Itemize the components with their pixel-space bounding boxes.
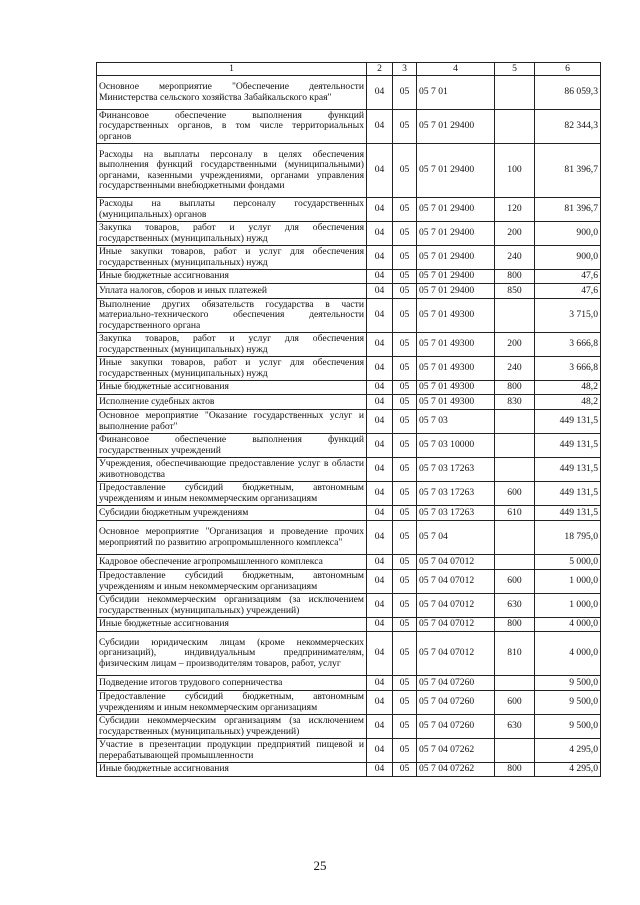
row-code-cell: 05 7 01 49300 (417, 395, 495, 410)
row-subchapter-cell: 05 (393, 76, 417, 110)
row-chapter-cell: 04 (367, 555, 393, 570)
row-name-cell: Иные бюджетные ассигнования (97, 270, 367, 284)
row-subchapter-cell: 05 (393, 410, 417, 434)
row-chapter-cell: 04 (367, 594, 393, 618)
row-code-cell: 05 7 03 17263 (417, 482, 495, 506)
row-expense-type-cell (495, 739, 535, 763)
row-amount-cell: 5 000,0 (535, 555, 601, 570)
row-subchapter-cell: 05 (393, 284, 417, 299)
row-amount-cell: 4 000,0 (535, 618, 601, 632)
row-name-cell: Субсидии некоммерческим организациям (за исключением государственных (муниципальных) учреждений) (97, 594, 367, 618)
table-row (97, 594, 601, 618)
row-amount-cell: 48,2 (535, 395, 601, 410)
row-amount-cell: 81 396,7 (535, 144, 601, 198)
row-chapter-cell: 04 (367, 434, 393, 458)
row-code-cell: 05 7 04 07012 (417, 594, 495, 618)
row-subchapter-cell: 05 (393, 270, 417, 284)
row-expense-type-cell: 800 (495, 763, 535, 777)
row-chapter-cell: 04 (367, 521, 393, 555)
table-row (97, 676, 601, 691)
row-expense-type-cell: 830 (495, 395, 535, 410)
row-code-cell: 05 7 03 17263 (417, 458, 495, 482)
table-row (97, 458, 601, 482)
row-chapter-cell: 04 (367, 715, 393, 739)
row-name-cell: Основное мероприятие "Обеспечение деятельности Министерства сельского хозяйства Забайкальского края" (97, 76, 367, 110)
row-expense-type-cell (495, 299, 535, 333)
row-chapter-cell: 04 (367, 246, 393, 270)
row-name-cell: Расходы на выплаты персоналу в целях обеспечения выполнения функций государственными (муниципальными) органами, казенными учреждениями, органами управления государственными внебюджетными фондами (97, 144, 367, 198)
row-amount-cell: 9 500,0 (535, 715, 601, 739)
row-expense-type-cell: 630 (495, 715, 535, 739)
row-name-cell: Основное мероприятие "Оказание государственных услуг и выполнение работ" (97, 410, 367, 434)
header-row (97, 63, 601, 76)
row-amount-cell: 82 344,3 (535, 110, 601, 144)
row-expense-type-cell: 800 (495, 270, 535, 284)
row-subchapter-cell: 05 (393, 246, 417, 270)
page-number: 25 (313, 858, 327, 873)
row-amount-cell: 449 131,5 (535, 506, 601, 521)
row-code-cell: 05 7 03 10000 (417, 434, 495, 458)
row-expense-type-cell (495, 434, 535, 458)
row-code-cell: 05 7 01 29400 (417, 270, 495, 284)
row-chapter-cell: 04 (367, 632, 393, 676)
row-amount-cell: 81 396,7 (535, 198, 601, 222)
row-chapter-cell: 04 (367, 299, 393, 333)
row-subchapter-cell: 05 (393, 144, 417, 198)
row-subchapter-cell: 05 (393, 222, 417, 246)
row-amount-cell: 4 295,0 (535, 739, 601, 763)
row-chapter-cell: 04 (367, 144, 393, 198)
table-row (97, 110, 601, 144)
row-code-cell: 05 7 03 (417, 410, 495, 434)
row-subchapter-cell: 05 (393, 506, 417, 521)
header-cell: 1 (97, 63, 367, 76)
row-expense-type-cell: 200 (495, 222, 535, 246)
row-name-cell: Исполнение судебных актов (97, 395, 367, 410)
row-subchapter-cell: 05 (393, 110, 417, 144)
row-expense-type-cell (495, 521, 535, 555)
row-amount-cell: 449 131,5 (535, 482, 601, 506)
row-chapter-cell: 04 (367, 739, 393, 763)
row-expense-type-cell: 610 (495, 506, 535, 521)
row-chapter-cell: 04 (367, 570, 393, 594)
header-cell: 5 (495, 63, 535, 76)
row-subchapter-cell: 05 (393, 715, 417, 739)
row-amount-cell: 449 131,5 (535, 410, 601, 434)
row-expense-type-cell (495, 458, 535, 482)
row-code-cell: 05 7 01 29400 (417, 284, 495, 299)
row-code-cell: 05 7 04 07012 (417, 555, 495, 570)
row-name-cell: Предоставление субсидий бюджетным, автономным учреждениям и иным некоммерческим организациям (97, 570, 367, 594)
row-code-cell: 05 7 04 07012 (417, 618, 495, 632)
row-subchapter-cell: 05 (393, 299, 417, 333)
row-amount-cell: 86 059,3 (535, 76, 601, 110)
header-cell: 4 (417, 63, 495, 76)
table-row (97, 570, 601, 594)
row-code-cell: 05 7 01 49300 (417, 299, 495, 333)
row-name-cell: Субсидии юридическим лицам (кроме некоммерческих организаций), индивидуальным предпринимателям, физическим лицам – производителям товаров, работ, услуг (97, 632, 367, 676)
table-row (97, 763, 601, 777)
row-code-cell: 05 7 04 07262 (417, 739, 495, 763)
row-amount-cell: 1 000,0 (535, 570, 601, 594)
table-row (97, 299, 601, 333)
row-name-cell: Расходы на выплаты персоналу государственных (муниципальных) органов (97, 198, 367, 222)
table-row (97, 270, 601, 284)
row-subchapter-cell: 05 (393, 594, 417, 618)
table-row (97, 632, 601, 676)
table-row (97, 434, 601, 458)
row-name-cell: Финансовое обеспечение выполнения функций государственных органов, в том числе территориальных органов (97, 110, 367, 144)
row-expense-type-cell: 200 (495, 333, 535, 357)
row-amount-cell: 3 666,8 (535, 333, 601, 357)
row-name-cell: Подведение итогов трудового соперничества (97, 676, 367, 691)
row-name-cell: Закупка товаров, работ и услуг для обеспечения государственных (муниципальных) нужд (97, 222, 367, 246)
row-name-cell: Субсидии некоммерческим организациям (за исключением государственных (муниципальных) учреждений) (97, 715, 367, 739)
row-code-cell: 05 7 04 07260 (417, 691, 495, 715)
row-subchapter-cell: 05 (393, 333, 417, 357)
row-chapter-cell: 04 (367, 198, 393, 222)
table-body (97, 76, 601, 777)
row-amount-cell: 900,0 (535, 222, 601, 246)
row-chapter-cell: 04 (367, 222, 393, 246)
row-name-cell: Субсидии бюджетным учреждениям (97, 506, 367, 521)
row-chapter-cell: 04 (367, 410, 393, 434)
row-amount-cell: 4 000,0 (535, 632, 601, 676)
row-code-cell: 05 7 01 29400 (417, 246, 495, 270)
row-chapter-cell: 04 (367, 763, 393, 777)
row-expense-type-cell (495, 676, 535, 691)
row-name-cell: Иные бюджетные ассигнования (97, 381, 367, 395)
row-name-cell: Предоставление субсидий бюджетным, автономным учреждениям и иным некоммерческим организациям (97, 482, 367, 506)
row-expense-type-cell: 600 (495, 570, 535, 594)
row-chapter-cell: 04 (367, 357, 393, 381)
row-code-cell: 05 7 01 49300 (417, 333, 495, 357)
row-amount-cell: 3 715,0 (535, 299, 601, 333)
table-row (97, 395, 601, 410)
row-amount-cell: 4 295,0 (535, 763, 601, 777)
row-expense-type-cell: 800 (495, 618, 535, 632)
row-code-cell: 05 7 01 49300 (417, 357, 495, 381)
row-code-cell: 05 7 03 17263 (417, 506, 495, 521)
row-amount-cell: 449 131,5 (535, 458, 601, 482)
row-name-cell: Предоставление субсидий бюджетным, автономным учреждениям и иным некоммерческим организациям (97, 691, 367, 715)
row-code-cell: 05 7 04 07262 (417, 763, 495, 777)
row-name-cell: Выполнение других обязательств государства в части материально-технического обеспечения деятельности государственного органа (97, 299, 367, 333)
row-name-cell: Кадровое обеспечение агропромышленного комплекса (97, 555, 367, 570)
row-subchapter-cell: 05 (393, 632, 417, 676)
row-expense-type-cell: 600 (495, 691, 535, 715)
row-code-cell: 05 7 01 29400 (417, 144, 495, 198)
table-row (97, 284, 601, 299)
row-amount-cell: 3 666,8 (535, 357, 601, 381)
row-amount-cell: 47,6 (535, 270, 601, 284)
row-subchapter-cell: 05 (393, 381, 417, 395)
header-cell: 2 (367, 63, 393, 76)
table-row (97, 618, 601, 632)
row-name-cell: Иные закупки товаров, работ и услуг для обеспечения государственных (муниципальных) нужд (97, 246, 367, 270)
row-chapter-cell: 04 (367, 458, 393, 482)
row-name-cell: Иные бюджетные ассигнования (97, 618, 367, 632)
row-subchapter-cell: 05 (393, 676, 417, 691)
row-subchapter-cell: 05 (393, 618, 417, 632)
row-expense-type-cell: 600 (495, 482, 535, 506)
row-chapter-cell: 04 (367, 284, 393, 299)
table-row (97, 144, 601, 198)
row-amount-cell: 449 131,5 (535, 434, 601, 458)
row-code-cell: 05 7 01 29400 (417, 222, 495, 246)
row-expense-type-cell (495, 555, 535, 570)
row-subchapter-cell: 05 (393, 691, 417, 715)
row-code-cell: 05 7 04 07012 (417, 570, 495, 594)
row-code-cell: 05 7 01 29400 (417, 110, 495, 144)
row-amount-cell: 900,0 (535, 246, 601, 270)
row-name-cell: Основное мероприятие "Организация и проведение прочих мероприятий по развитию агропромышленного комплекса" (97, 521, 367, 555)
table-row (97, 691, 601, 715)
table-row (97, 198, 601, 222)
row-subchapter-cell: 05 (393, 458, 417, 482)
row-subchapter-cell: 05 (393, 521, 417, 555)
row-name-cell: Учреждения, обеспечивающие предоставление услуг в области животноводства (97, 458, 367, 482)
table-row (97, 381, 601, 395)
row-expense-type-cell: 630 (495, 594, 535, 618)
row-code-cell: 05 7 01 49300 (417, 381, 495, 395)
row-chapter-cell: 04 (367, 506, 393, 521)
row-expense-type-cell (495, 110, 535, 144)
row-expense-type-cell: 240 (495, 357, 535, 381)
row-subchapter-cell: 05 (393, 434, 417, 458)
row-code-cell: 05 7 04 (417, 521, 495, 555)
row-subchapter-cell: 05 (393, 198, 417, 222)
table-row (97, 506, 601, 521)
row-chapter-cell: 04 (367, 676, 393, 691)
row-code-cell: 05 7 01 29400 (417, 198, 495, 222)
table-row (97, 555, 601, 570)
row-name-cell: Иные закупки товаров, работ и услуг для обеспечения государственных (муниципальных) нужд (97, 357, 367, 381)
table-row (97, 76, 601, 110)
row-amount-cell: 18 795,0 (535, 521, 601, 555)
row-chapter-cell: 04 (367, 76, 393, 110)
row-amount-cell: 47,6 (535, 284, 601, 299)
row-name-cell: Иные бюджетные ассигнования (97, 763, 367, 777)
row-subchapter-cell: 05 (393, 570, 417, 594)
table-row (97, 410, 601, 434)
row-expense-type-cell: 100 (495, 144, 535, 198)
row-amount-cell: 9 500,0 (535, 691, 601, 715)
row-expense-type-cell: 800 (495, 381, 535, 395)
row-amount-cell: 9 500,0 (535, 676, 601, 691)
row-chapter-cell: 04 (367, 110, 393, 144)
row-subchapter-cell: 05 (393, 482, 417, 506)
header-cell: 6 (535, 63, 601, 76)
row-amount-cell: 48,2 (535, 381, 601, 395)
row-code-cell: 05 7 04 07260 (417, 676, 495, 691)
row-expense-type-cell: 850 (495, 284, 535, 299)
row-chapter-cell: 04 (367, 691, 393, 715)
header-cell: 3 (393, 63, 417, 76)
row-subchapter-cell: 05 (393, 357, 417, 381)
budget-table (96, 62, 601, 777)
row-name-cell: Уплата налогов, сборов и иных платежей (97, 284, 367, 299)
row-code-cell: 05 7 04 07012 (417, 632, 495, 676)
row-expense-type-cell: 120 (495, 198, 535, 222)
row-chapter-cell: 04 (367, 618, 393, 632)
table-row (97, 357, 601, 381)
row-amount-cell: 1 000,0 (535, 594, 601, 618)
row-code-cell: 05 7 04 07260 (417, 715, 495, 739)
row-name-cell: Закупка товаров, работ и услуг для обеспечения государственных (муниципальных) нужд (97, 333, 367, 357)
row-subchapter-cell: 05 (393, 555, 417, 570)
table-row (97, 333, 601, 357)
row-expense-type-cell: 810 (495, 632, 535, 676)
row-expense-type-cell: 240 (495, 246, 535, 270)
row-expense-type-cell (495, 410, 535, 434)
row-chapter-cell: 04 (367, 381, 393, 395)
row-subchapter-cell: 05 (393, 763, 417, 777)
table-row (97, 521, 601, 555)
table-row (97, 715, 601, 739)
row-subchapter-cell: 05 (393, 395, 417, 410)
row-name-cell: Участие в презентации продукции предприятий пищевой и перерабатывающей промышленности (97, 739, 367, 763)
row-subchapter-cell: 05 (393, 739, 417, 763)
row-chapter-cell: 04 (367, 333, 393, 357)
table-row (97, 739, 601, 763)
table-row (97, 482, 601, 506)
table-row (97, 246, 601, 270)
row-chapter-cell: 04 (367, 270, 393, 284)
table-row (97, 222, 601, 246)
row-expense-type-cell (495, 76, 535, 110)
row-code-cell: 05 7 01 (417, 76, 495, 110)
row-chapter-cell: 04 (367, 395, 393, 410)
row-chapter-cell: 04 (367, 482, 393, 506)
row-name-cell: Финансовое обеспечение выполнения функций государственных учреждений (97, 434, 367, 458)
